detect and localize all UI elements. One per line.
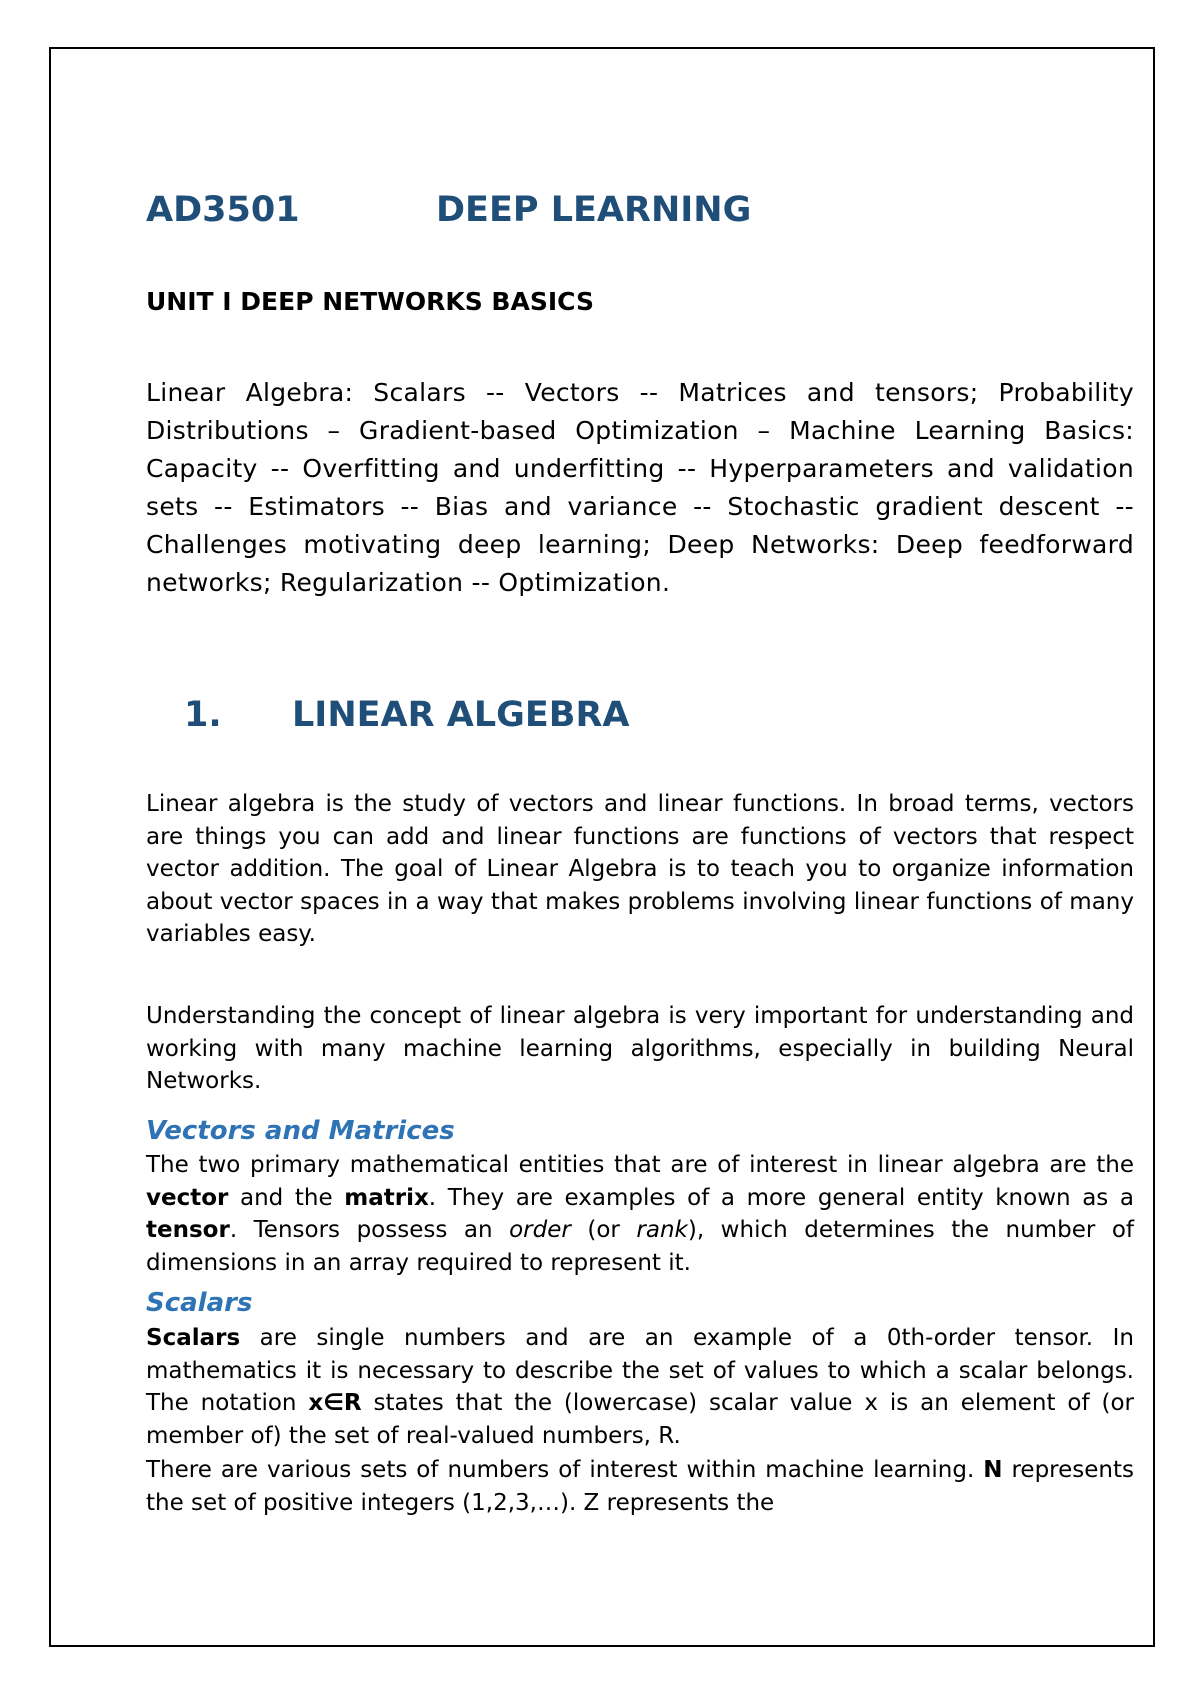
text-run: states that the (lowercase) scalar value x is an element of (or member of) the set of real-valued numbers, R. xyxy=(146,1390,1135,1449)
vectors-matrices-paragraph xyxy=(146,1149,1134,1279)
course-title xyxy=(146,188,1134,232)
vectors-matrices-heading: Vectors and Matrices xyxy=(146,1116,455,1146)
set-n: N xyxy=(983,1457,1003,1483)
scalars-heading: Scalars xyxy=(146,1288,253,1318)
section-heading-linear-algebra xyxy=(184,693,630,737)
text-run: (or xyxy=(570,1217,637,1244)
text-run: ), which determines the number of dimensions in an array required to represent it. xyxy=(146,1217,1135,1276)
text-run: represents the set of positive integers (1,2,3,…). Z represents the xyxy=(146,1457,1134,1516)
text-run: There are various sets of numbers of interest within machine learning. xyxy=(146,1457,984,1483)
term-tensor: tensor xyxy=(146,1217,230,1244)
section-title: LINEAR ALGEBRA xyxy=(292,695,630,735)
text-run: are single numbers and are an example of a 0th-order tensor. In mathematics it is necessary to describe the set of values to which a scalar belongs. The notation xyxy=(146,1325,1134,1417)
notation-x-in-r: x∈R xyxy=(308,1390,362,1417)
text-run: The two primary mathematical entities that are of interest in linear algebra are the xyxy=(146,1152,1134,1178)
text-run: and the xyxy=(228,1184,345,1211)
unit-syllabus: Linear Algebra: Scalars -- Vectors -- Matrices and tensors; Probability Distributions – Gradient-based Optimization – Machine Learning Basics: Capacity -- Overfitting and underfitting -- Hyperparameters and validation sets -- Estimators -- Bias and variance -- Stochastic gradient descent -- Challenges motivating deep learning; Deep Networks: Deep feedforward networks; Regularization -- Optimization. xyxy=(146,378,1134,597)
course-name: DEEP LEARNING xyxy=(436,190,752,230)
course-code: AD3501 xyxy=(146,190,300,230)
term-order: order xyxy=(509,1217,571,1244)
number-sets-paragraph xyxy=(146,1454,1134,1519)
term-scalars: Scalars xyxy=(146,1325,241,1351)
linear-algebra-importance-paragraph: Understanding the concept of linear algebra is very important for understanding and working with many machine learning algorithms, especially in building Neural Networks. xyxy=(146,1003,1134,1095)
scalars-paragraph xyxy=(146,1322,1134,1452)
linear-algebra-intro-paragraph: Linear algebra is the study of vectors and linear functions. In broad terms, vectors are things you can add and linear functions are functions of vectors that respect vector addition. The goal of Linear Algebra is to teach you to organize information about vector spaces in a way that makes problems involving linear functions of many variables easy. xyxy=(146,791,1134,948)
term-rank: rank xyxy=(636,1217,688,1244)
text-run: . Tensors possess an xyxy=(229,1217,510,1244)
term-vector: vector xyxy=(146,1184,229,1211)
text-run: . They are examples of a more general entity known as a xyxy=(428,1184,1134,1211)
section-number: 1. xyxy=(184,695,222,735)
term-matrix: matrix xyxy=(344,1184,429,1211)
unit-title: UNIT I DEEP NETWORKS BASICS xyxy=(146,287,594,316)
